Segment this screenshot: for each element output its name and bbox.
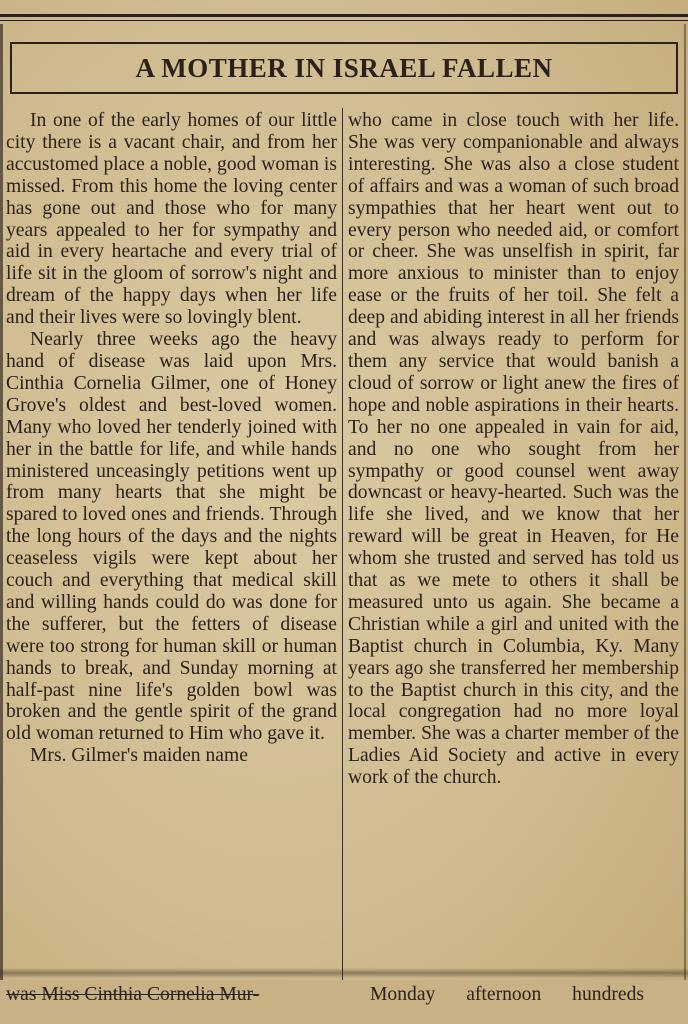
paragraph-3: Mrs. Gilmer's maiden name (30, 745, 248, 767)
bottom-left-text: was Miss Cinthia Cornelia Mur- (6, 984, 260, 1005)
bottom-right-text: Monday afternoon hundreds (370, 984, 645, 1005)
paragraph-continued: who came in close touch with her life. She was very companionable and always interesting. She was also a close student of affairs and was a woman of such broad sympathies that her heart went out to every person who needed aid, or comfort or cheer. She was unselfish in spirit, far more anxious to minister than to enjoy ease or the fruits of her toil. She felt a deep and abiding interest in all her friends and was always ready to perform for them any service that would banish a cloud of sorrow or light anew the fires of hope and noble aspirations in their hearts. To her no one appealed in vain for aid, and no one who sought from her sympathy or good counsel went away downcast or heavy-hearted. Such was the life she lived, and we know that her reward will be great in Heaven, for He whom she trusted and served has told us that as we mete to others it shall be measured unto us again. She became a Christian while a girl and united with the Baptist church in Columbia, Ky. Many years ago she transferred her membership to the Baptist church in this city, and the local congregation had no more loyal member. She was a charter member of the Ladies Aid Society and active in every work of the church. (348, 110, 679, 789)
top-rule (0, 14, 688, 17)
right-edge (684, 24, 686, 1024)
left-column (6, 110, 337, 767)
column-divider (342, 108, 343, 1003)
paper-fold (0, 968, 688, 978)
headline: A MOTHER IN ISRAEL FALLEN (135, 52, 553, 83)
paragraph-1: In one of the early homes of our little city there is a vacant chair, and from her accustomed place a noble, good woman is missed. From this home the loving center has gone out and those who for many years appealed to her for sympathy and aid in every heartache and every trial of life sit in the gloom of sorrow's night and dream of the happy days when her life and their lives were so lovingly blent. (6, 110, 337, 329)
bottom-left-line (6, 984, 259, 1006)
left-edge (0, 24, 3, 1024)
top-rule-thin (0, 20, 688, 21)
right-column (348, 110, 679, 789)
paragraph-2: Nearly three weeks ago the heavy hand of disease was laid upon Mrs. Cinthia Cornelia Gilmer, one of Honey Grove's oldest and best-loved women. Many who loved her tenderly joined with her in the battle for life, and while hands ministered unceasingly petitions went up from many hearts that she might be spared to loved ones and friends. Through the long hours of the days and the nights ceaseless vigils were kept about her couch and everything that medical skill and willing hands could do was done for the sufferer, but the fetters of disease were too strong for human skill or human hands to break, and Sunday morning at half-past nine life's golden bowl was broken and the gentle spirit of the grand old woman returned to Him who gave it. (6, 329, 337, 745)
headline-box (10, 42, 678, 94)
bottom-right-line (370, 984, 644, 1006)
